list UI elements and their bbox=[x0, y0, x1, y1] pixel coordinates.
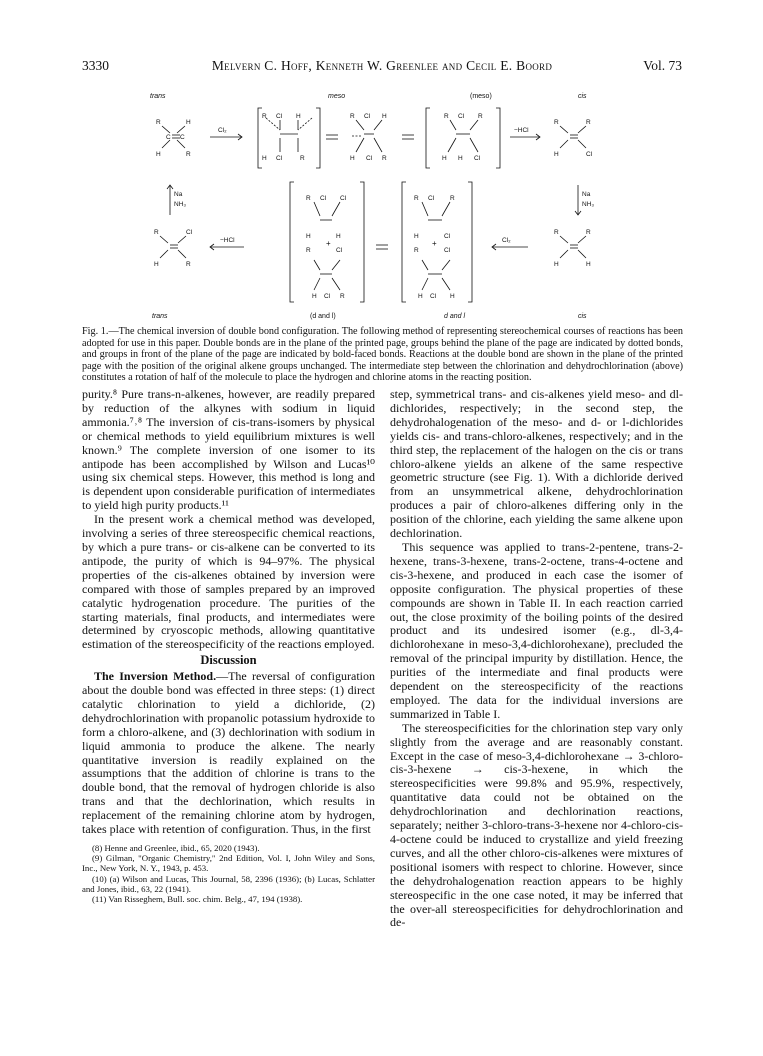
subsection-heading: The Inversion Method. bbox=[94, 669, 217, 684]
footnote: (9) Gilman, "Organic Chemistry," 2nd Edition, Vol. I, John Wiley and Sons, Inc., New York, N. Y., 1943, p. 453. bbox=[82, 853, 375, 874]
atom-label: R bbox=[306, 195, 311, 202]
reagent-label: Cl₂ bbox=[502, 237, 511, 244]
atom-label: H bbox=[336, 233, 341, 240]
left-column bbox=[82, 388, 375, 904]
atom-label: Cl bbox=[430, 293, 437, 300]
atom-label: Cl bbox=[444, 233, 451, 240]
atom-label: H bbox=[262, 155, 267, 162]
right-column bbox=[390, 388, 683, 930]
reagent-label: NH₃ bbox=[174, 201, 187, 208]
atom-label: Cl bbox=[276, 113, 283, 120]
atom-label: R bbox=[478, 113, 483, 120]
atom-label: Cl bbox=[474, 155, 481, 162]
atom-label: H bbox=[458, 155, 463, 162]
atom-label: Cl bbox=[186, 229, 193, 236]
paragraph: purity.⁸ Pure trans-n-alkenes, however, are readily prepared by reduction of the alkynes with sodium in liquid ammonia.⁷˒⁸ The inversion of cis-trans-isomers by physical or chemical methods to yield equilibrium mixtures is well known.⁹ The complete inversion of one isomer to its antipode has been accomplished by Wilson and Lucas¹⁰ using six chemical steps. However, this method is long and is dependent upon considerable purification of intermediates to yield high purity products.¹¹ bbox=[82, 387, 375, 513]
atom-label: H bbox=[312, 293, 317, 300]
reagent-label: Na bbox=[174, 191, 183, 198]
atom-label: R bbox=[186, 261, 191, 268]
atom-label: H bbox=[296, 113, 301, 120]
atom-label: R bbox=[554, 229, 559, 236]
atom-label: R bbox=[450, 195, 455, 202]
atom-label: R bbox=[300, 155, 305, 162]
reagent-label: Na bbox=[582, 191, 591, 198]
atom-label: R bbox=[262, 113, 267, 120]
label-bottom-cis: cis bbox=[578, 313, 587, 320]
author-line: Melvern C. Hoff, Kenneth W. Greenlee and Cecil E. Boord bbox=[211, 58, 553, 73]
atom-label: Cl bbox=[366, 155, 373, 162]
atom-label: H bbox=[554, 261, 559, 268]
caption-body: The following method of representing stereochemical courses of reactions has been adopted for use in this paper. Double bonds are in the plane of the printed page, groups behind the plane of the page are indicated by dotted bonds, and groups in front of the plane of the page are indicated by bold-faced bonds. Reactions at the double bond are shown in the plane of the printed page with the position of the original alkene groups unchanged. The intermediate step between the chlorination and dehydrochlorination (above) constitutes a rotation of half of the molecule to place the hydrogen and chlorine atoms in the reacting position. bbox=[82, 326, 683, 384]
atom-label: Cl bbox=[324, 293, 331, 300]
atom-label: H bbox=[418, 293, 423, 300]
atom-label: R bbox=[444, 113, 449, 120]
atom-label: Cl bbox=[428, 195, 435, 202]
paragraph: This sequence was applied to trans-2-pentene, trans-2-hexene, trans-3-hexene, trans-2-octene, trans-4-octene and cis-3-hexene, and produced in each case the isomer of opposite configuration. The physical properties of these compounds are shown in Table II. In each reaction carried out, the close proximity of the boiling points of the desired product and its undesired isomer (e.g., dl-3,4-dichlorohexane in meso-3,4-dichlorohexane), precluded the removal of the principal impurity by distillation. Hence, the purities of the intermediate and final products were dependent on the stereospecificity of the reactions employed. The data for the individual inversions are summarized in Table I. bbox=[390, 539, 683, 721]
reagent-label: −HCl bbox=[220, 237, 235, 244]
reagent-label: Cl₂ bbox=[218, 127, 227, 134]
paragraph bbox=[82, 670, 375, 837]
footnote: (8) Henne and Greenlee, ibid., 65, 2020 (1943). bbox=[92, 843, 260, 853]
page-number: 3330 bbox=[82, 58, 109, 73]
paragraph: step, symmetrical trans- and cis-alkenes yield meso- and dl-dichlorides, respectively; in the second step, the dehydrohalogenation of the meso- and d- or l-dichlorides yields cis- and trans-chloro-alkenes, respectively; and in the third step, the replacement of the halogen on the cis or trans chloro-alkene yields an alkene of the same respective geometric structure (see Fig. 1). With a dichloride derived from an unsymmetrical alkene, dehydrochlorination produces a pair of chloro-alkenes differing only in the position of the chlorine, each yielding the same alkene upon dechlorination. bbox=[390, 387, 683, 541]
atom-label: Cl bbox=[340, 195, 347, 202]
atom-label: H bbox=[442, 155, 447, 162]
atom-label: R bbox=[414, 247, 419, 254]
reagent-label: NH₃ bbox=[582, 201, 595, 208]
atom-label: Cl bbox=[444, 247, 451, 254]
figure-1-reaction-scheme bbox=[100, 90, 660, 322]
atom-label: H bbox=[306, 233, 311, 240]
atom-label: R bbox=[554, 119, 559, 126]
atom-label: R bbox=[154, 229, 159, 236]
atom-label: R bbox=[382, 155, 387, 162]
atom-label: Cl bbox=[364, 113, 371, 120]
running-header bbox=[82, 58, 682, 76]
atom-label: H bbox=[350, 155, 355, 162]
paragraph: In the present work a chemical method was developed, involving a series of three stereospecific chemical reactions, by which a pure trans- or cis-alkene can be converted to its antipode, the purity of which is 94–97%. The physical properties of the cis-alkenes obtained by inversion were compared with those of samples prepared by an improved catalytic hydrogenation procedure. The purities of the starting materials, final products, and intermediates were determined by cryoscopic methods, allowing quantitative estimation of the stereospecificity of the reactions employed. bbox=[82, 512, 375, 652]
atom-label: H bbox=[554, 151, 559, 158]
atom-label: H bbox=[450, 293, 455, 300]
paragraph: The stereospecificities for the chlorination step vary only slightly from the average and are reasonably constant. Except in the case of meso-3,4-dichlorohexane → 3-chloro-cis-3-hexene → cis-3-hexene, in which the stereospecificities were 99.8% and 95.9%, respectively, quantitative data could not be obtained on the dehydrochlorination and dechlorination reactions, separately; neither 3-chloro-trans-3-hexene nor 4-chloro-cis-4-octene could be induced to crystallize and yield freezing curves, and all the other chloro-cis-alkenes were mixtures of positional isomers with respect to chlorine. However, since the dehydrohalogenation reaction appears to be highly stereospecific in the one case noted, it may be inferred that the over-all stereospecificities for dehydrochlorination and de- bbox=[390, 720, 683, 930]
atom-label: Cl bbox=[458, 113, 465, 120]
atom-label: R bbox=[186, 151, 191, 158]
plus-sign: + bbox=[326, 239, 331, 248]
label-bottom-trans: trans bbox=[152, 313, 168, 320]
atom-label: Cl bbox=[336, 247, 343, 254]
atom-label: R bbox=[414, 195, 419, 202]
volume-label: Vol. 73 bbox=[643, 58, 682, 73]
atom-label: R bbox=[306, 247, 311, 254]
label-bottom-d-and-l: d and l bbox=[444, 313, 466, 320]
atom-label: R bbox=[340, 293, 345, 300]
label-top-trans: trans bbox=[150, 93, 166, 100]
figure-caption bbox=[82, 326, 683, 384]
label-top-meso-paren: (meso) bbox=[470, 93, 492, 100]
atom-label: H bbox=[382, 113, 387, 120]
reagent-label: −HCl bbox=[514, 127, 529, 134]
label-top-cis: cis bbox=[578, 93, 587, 100]
atom-label: H bbox=[156, 151, 161, 158]
atom-label: H bbox=[186, 119, 191, 126]
atom-label: Cl bbox=[276, 155, 283, 162]
footnotes bbox=[82, 843, 375, 904]
atom-label: R bbox=[586, 229, 591, 236]
section-heading: Discussion bbox=[200, 653, 257, 668]
atom-label: H bbox=[414, 233, 419, 240]
atom-label: H bbox=[586, 261, 591, 268]
footnote: (11) Van Risseghem, Bull. soc. chim. Belg., 47, 194 (1938). bbox=[92, 894, 303, 905]
label-bottom-d-and-l-paren: (d and l) bbox=[310, 313, 336, 320]
atom-label: Cl bbox=[586, 151, 593, 158]
atom-label: R bbox=[156, 119, 161, 126]
atom-label: Cl bbox=[320, 195, 327, 202]
atom-label: C bbox=[180, 134, 185, 141]
atom-label: C bbox=[166, 134, 171, 141]
atom-label: H bbox=[154, 261, 159, 268]
footnote: (10) (a) Wilson and Lucas, This Journal, 58, 2396 (1936); (b) Lucas, Schlatter and Jones, ibid., 63, 22 (1941). bbox=[82, 873, 375, 894]
paragraph-text: —The reversal of configuration about the double bond was effected in three steps: (1) direct catalytic chlorination to yield a dichloride, (2) dehydrochlorination with propanolic potassium hydroxide to form a chloro-alkene, and (3) dechlorination with sodium in liquid ammonia to produce the alkene. The nearly quantitative inversion is readily explained on the assumptions that the addition of chlorine is trans to the double bond, that the removal of hydrogen chloride is also trans and that the dechlorination, which results in replacement of the remaining chlorine atom by hydrogen, takes place with retention of configuration. Thus, in the first bbox=[82, 669, 375, 837]
plus-sign: + bbox=[432, 239, 437, 248]
caption-lead: Fig. 1.—The chemical inversion of double bond configuration. bbox=[82, 326, 340, 337]
atom-label: R bbox=[586, 119, 591, 126]
atom-label: R bbox=[350, 113, 355, 120]
label-top-meso: meso bbox=[328, 93, 346, 100]
